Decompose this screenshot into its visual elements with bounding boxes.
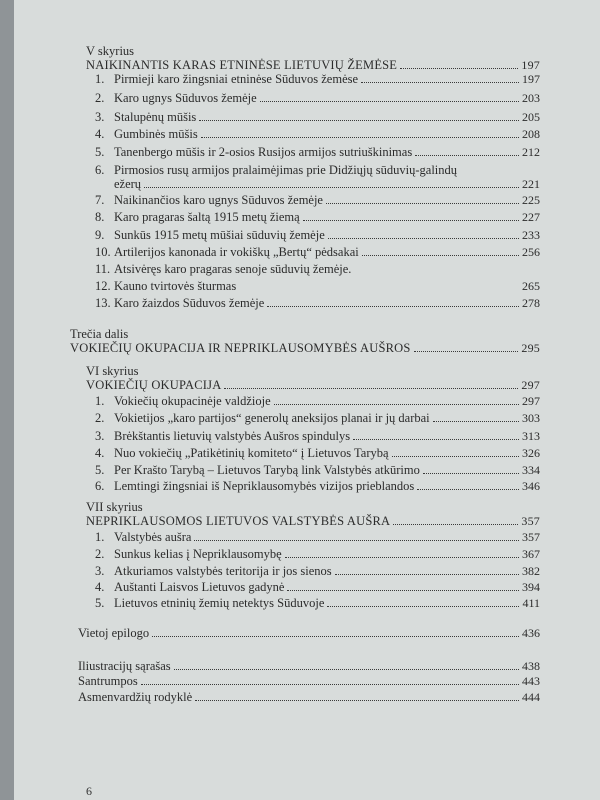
page-number: 233 bbox=[522, 228, 540, 242]
page-number: 357 bbox=[521, 514, 540, 528]
part-title: VOKIEČIŲ OKUPACIJA IR NEPRIKLAUSOMYBĖS AUŠROS bbox=[70, 341, 411, 355]
entry-title: Santrumpos bbox=[78, 674, 138, 688]
toc-entry: 7. Naikinančios karo ugnys Sūduvos žemėje 225 bbox=[95, 193, 540, 207]
page-number: 205 bbox=[522, 110, 540, 124]
toc-entry-back bbox=[78, 659, 540, 673]
entry-title: Lemtingi žingsniai iš Nepriklausomybės vizijos prieblandos bbox=[114, 479, 415, 493]
entry-title: Per Krašto Tarybą – Lietuvos Tarybą link Valstybės atkūrimo bbox=[114, 463, 420, 477]
page-number: 394 bbox=[522, 580, 540, 594]
entry-title: Nuo vokiečių „Patikėtinių komiteto“ į Lietuvos Tarybą bbox=[114, 446, 389, 460]
toc-entry: 2. Sunkus kelias į Nepriklausomybę 367 bbox=[95, 547, 540, 561]
toc-entry: 2. Karo ugnys Sūduvos žemėje 203 bbox=[95, 91, 540, 105]
entry-title: Atsivėręs karo pragaras senoje sūduvių žemėje. bbox=[114, 262, 352, 276]
entry-title: Tanenbergo mūšis ir 2-osios Rusijos armijos sutriuškinimas bbox=[114, 145, 413, 159]
chapter-title-entry bbox=[86, 514, 540, 528]
page-number: 326 bbox=[522, 446, 540, 460]
page-number: 197 bbox=[522, 72, 540, 86]
page-number: 313 bbox=[522, 429, 540, 443]
toc-entry: 1. Pirmieji karo žingsniai etninėse Sūduvos žemėse 197 bbox=[95, 72, 540, 86]
page-number: 334 bbox=[522, 463, 540, 477]
toc-entry: 9. Sunkūs 1915 metų mūšiai sūduvių žemėje 233 bbox=[95, 228, 540, 242]
page-number: 367 bbox=[522, 547, 540, 561]
page-number: 411 bbox=[522, 596, 540, 610]
toc-entry: 10. Artilerijos kanonada ir vokiškų „Bertų“ pėdsakai 256 bbox=[95, 245, 540, 259]
page-number: 225 bbox=[522, 193, 540, 207]
toc-entry: 3. Brėkštantis lietuvių valstybės Aušros spindulys 313 bbox=[95, 429, 540, 443]
entry-title: Lietuvos etninių žemių netektys Sūduvoje bbox=[114, 596, 325, 610]
chapter-label: V skyrius bbox=[86, 44, 135, 58]
entry-title: Vokietijos „karo partijos“ generolų aneksijos planai ir jų darbai bbox=[114, 411, 430, 425]
page-number: 303 bbox=[522, 411, 540, 425]
chapter-title-entry bbox=[86, 58, 540, 72]
toc-entry: 3. Stalupėnų mūšis 205 bbox=[95, 110, 540, 124]
page-number: 295 bbox=[521, 341, 540, 355]
page-number: 297 bbox=[522, 394, 540, 408]
toc-entry: 1. Vokiečių okupacinėje valdžioje 297 bbox=[95, 394, 540, 408]
entry-title: Karo ugnys Sūduvos žemėje bbox=[114, 91, 257, 105]
entry-title-continued: ežerų bbox=[114, 177, 142, 191]
toc-entry: 2. Vokietijos „karo partijos“ generolų aneksijos planai ir jų darbai 303 bbox=[95, 411, 540, 425]
entry-title: Sunkus kelias į Nepriklausomybę bbox=[114, 547, 282, 561]
entry-title: Karo žaizdos Sūduvos žemėje bbox=[114, 296, 265, 310]
toc-entry bbox=[114, 177, 540, 191]
entry-title: Pirmieji karo žingsniai etninėse Sūduvos žemėse bbox=[114, 72, 359, 86]
footer-page-number: 6 bbox=[86, 784, 92, 798]
toc-entry: 11. Atsivėręs karo pragaras senoje sūduvių žemėje. bbox=[95, 262, 352, 276]
page-number: 197 bbox=[521, 58, 540, 72]
entry-title: Stalupėnų mūšis bbox=[114, 110, 197, 124]
chapter-title: VOKIEČIŲ OKUPACIJA bbox=[86, 378, 222, 392]
page-number: 256 bbox=[522, 245, 540, 259]
toc-entry: 5. Per Krašto Tarybą – Lietuvos Tarybą link Valstybės atkūrimo 334 bbox=[95, 463, 540, 477]
toc-entry: 4. Nuo vokiečių „Patikėtinių komiteto“ į Lietuvos Tarybą 326 bbox=[95, 446, 540, 460]
part-title-entry bbox=[70, 341, 540, 355]
entry-title: Valstybės aušra bbox=[114, 530, 192, 544]
toc-entry: 5. Lietuvos etninių žemių netektys Sūduvoje 411 bbox=[95, 596, 540, 610]
page-number: 438 bbox=[522, 659, 540, 673]
page-number: 382 bbox=[522, 564, 540, 578]
page-number: 212 bbox=[522, 145, 540, 159]
entry-title: Sunkūs 1915 metų mūšiai sūduvių žemėje bbox=[114, 228, 325, 242]
toc-entry-back bbox=[78, 690, 540, 704]
toc-entry: 4. Auštanti Laisvos Lietuvos gadynė 394 bbox=[95, 580, 540, 594]
entry-title: Iliustracijų sąrašas bbox=[78, 659, 171, 673]
entry-title: Naikinančios karo ugnys Sūduvos žemėje bbox=[114, 193, 323, 207]
entry-title: Brėkštantis lietuvių valstybės Aušros spindulys bbox=[114, 429, 351, 443]
page-number: 444 bbox=[522, 690, 540, 704]
toc-entry: 8. Karo pragaras šaltą 1915 metų žiemą 227 bbox=[95, 210, 540, 224]
chapter-title: NEPRIKLAUSOMOS LIETUVOS VALSTYBĖS AUŠRA bbox=[86, 514, 391, 528]
entry-title: Asmenvardžių rodyklė bbox=[78, 690, 193, 704]
page-number: 297 bbox=[521, 378, 540, 392]
toc-entry: 5. Tanenbergo mūšis ir 2-osios Rusijos armijos sutriuškinimas 212 bbox=[95, 145, 540, 159]
page-number: 265 bbox=[522, 279, 540, 293]
page-number: 203 bbox=[522, 91, 540, 105]
entry-title: Artilerijos kanonada ir vokiškų „Bertų“ pėdsakai bbox=[114, 245, 359, 259]
page-number: 227 bbox=[522, 210, 540, 224]
toc-entry: 3. Atkuriamos valstybės teritorija ir jos sienos 382 bbox=[95, 564, 540, 578]
entry-title: Kauno tvirtovės šturmas bbox=[114, 279, 237, 293]
part-label: Trečia dalis bbox=[70, 327, 129, 341]
entry-title: Vokiečių okupacinėje valdžioje bbox=[114, 394, 271, 408]
page-number: 221 bbox=[522, 177, 540, 191]
toc-entry: 4. Gumbinės mūšis 208 bbox=[95, 127, 540, 141]
entry-title: Auštanti Laisvos Lietuvos gadynė bbox=[114, 580, 285, 594]
toc-entry: 1. Valstybės aušra 357 bbox=[95, 530, 540, 544]
page-number: 346 bbox=[522, 479, 540, 493]
toc-entry: 12. Kauno tvirtovės šturmas 265 bbox=[95, 279, 540, 293]
toc-entry-back bbox=[78, 674, 540, 688]
toc-entry-line1: 6. Pirmosios rusų armijos pralaimėjimas prie Didžiųjų sūduvių-galindų bbox=[95, 163, 458, 177]
page-number: 436 bbox=[522, 626, 540, 640]
chapter-title: NAIKINANTIS KARAS ETNINĖSE LIETUVIŲ ŽEMĖSE bbox=[86, 58, 398, 72]
entry-title: Karo pragaras šaltą 1915 metų žiemą bbox=[114, 210, 300, 224]
page-number: 208 bbox=[522, 127, 540, 141]
page-number: 278 bbox=[522, 296, 540, 310]
page-number: 357 bbox=[522, 530, 540, 544]
page-number: 443 bbox=[522, 674, 540, 688]
entry-title: Atkuriamos valstybės teritorija ir jos sienos bbox=[114, 564, 332, 578]
chapter-title-entry bbox=[86, 378, 540, 392]
entry-title: Pirmosios rusų armijos pralaimėjimas prie Didžiųjų sūduvių-galindų bbox=[114, 163, 458, 177]
toc-entry-epilogue bbox=[78, 626, 540, 640]
toc-entry: 6. Lemtingi žingsniai iš Nepriklausomybės vizijos prieblandos 346 bbox=[95, 479, 540, 493]
entry-title: Gumbinės mūšis bbox=[114, 127, 198, 141]
entry-title: Vietoj epilogo bbox=[78, 626, 150, 640]
chapter-label: VII skyrius bbox=[86, 500, 143, 514]
toc-entry: 13. Karo žaizdos Sūduvos žemėje 278 bbox=[95, 296, 540, 310]
chapter-label: VI skyrius bbox=[86, 364, 139, 378]
